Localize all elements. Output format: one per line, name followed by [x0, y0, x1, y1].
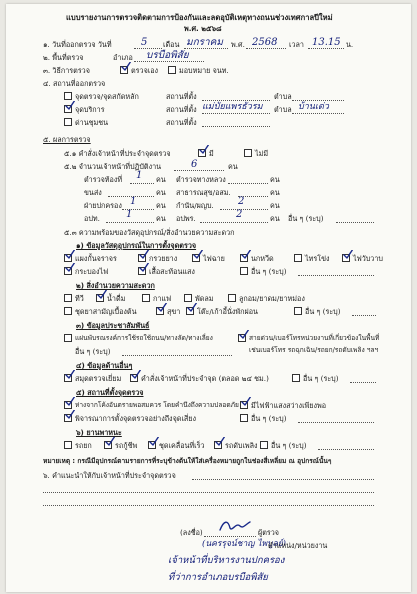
volunteer-unit: คน — [270, 214, 280, 223]
place-line-1 — [202, 100, 270, 101]
water-checkbox[interactable] — [96, 294, 104, 302]
megaphone-label: ไทรโข่ง — [305, 254, 330, 263]
check-mark-icon — [239, 330, 249, 340]
advice-line-1 — [192, 479, 374, 480]
check-mark-icon — [193, 250, 203, 260]
local-gov-line — [106, 222, 154, 223]
subdistrict-label-1: ตำบล — [274, 92, 292, 101]
visit-book-label: สมุดตรวจเยี่ยม — [75, 374, 122, 383]
staff-count-value[interactable]: 6 — [191, 159, 198, 170]
light-baton-label: กระบองไฟ — [75, 267, 109, 276]
rest-seat-label: โต๊ะ/เก้าอี้นั่งพักผ่อน — [197, 307, 258, 316]
reflective-vest-label: เสื้อสะท้อนแสง — [149, 267, 195, 276]
month-line — [184, 48, 228, 49]
equipment-other-checkbox[interactable] — [240, 267, 248, 275]
other-info-label: อื่น ๆ (ระบุ) — [303, 374, 339, 383]
service-point-subdistrict-value[interactable]: บ้านเด่ว — [298, 102, 329, 112]
item6-label: ๖. คำแนะนำให้กับเจ้าหน้าที่ประจำจุดตรวจ — [43, 471, 176, 480]
service-point-checkbox[interactable] — [64, 105, 72, 113]
other-info-checkbox[interactable] — [292, 374, 300, 382]
first-aid-checkbox[interactable] — [64, 307, 72, 315]
whistle-checkbox[interactable] — [240, 254, 248, 262]
visit-book-checkbox[interactable] — [64, 374, 72, 382]
time-unit: น. — [346, 40, 354, 49]
day-value[interactable]: 5 — [141, 37, 148, 48]
check-mark-icon — [139, 250, 149, 260]
sign-label: (ลงชื่อ) — [180, 528, 203, 537]
facility-other-checkbox[interactable] — [294, 307, 302, 315]
tv-label: ทีวี — [75, 294, 84, 303]
fan-label: พัดลม — [195, 294, 214, 303]
position-line-1: เจ้าหน้าที่บริหารงานปกครอง — [168, 555, 285, 566]
form-title: แบบรายงานการตรวจติดตามการป้องกันและลดอุบัติเหตุทางถนนช่วงเทศกาลปีใหม่ — [66, 13, 333, 22]
cone-checkbox[interactable] — [138, 254, 146, 262]
check-mark-icon — [241, 250, 251, 260]
place-label-2: สถานที่ตั้ง — [166, 105, 197, 114]
check-mark-icon — [65, 397, 75, 407]
ambulance-label: รถกู้ชีพ — [115, 441, 138, 450]
highway-police-label: ตำรวจทางหลวง — [176, 175, 226, 184]
time-line — [308, 48, 344, 49]
water-label: น้ำดื่ม — [107, 294, 126, 303]
barrier-label: แผงกั้นจราจร — [75, 254, 117, 263]
staff-count-line — [174, 170, 224, 171]
community-checkpoint-label: ด่านชุมชน — [75, 118, 109, 127]
tow-truck-label: รถยก — [75, 441, 92, 450]
sign-role: ผู้ตรวจ — [258, 528, 279, 537]
whistle-label: นกหวีด — [251, 254, 274, 263]
coffee-checkbox[interactable] — [142, 294, 150, 302]
reflective-vest-checkbox[interactable] — [138, 267, 146, 275]
s4-title: ๔) ข้อมูลด้านอื่นๆ — [76, 361, 133, 370]
flashlight-checkbox[interactable] — [192, 254, 200, 262]
year-value[interactable]: 2568 — [252, 37, 278, 48]
public-health-label: สาธารณสุข/อสม. — [176, 188, 231, 197]
check-mark-icon — [241, 397, 251, 407]
note-text: หมายเหตุ : กรณีมีอุปกรณ์ตามรายการที่ระบุข้างต้นให้ใส่เครื่องหมายถูกในช่องสี่เหลี่ยม ณ อุปกรณ์นั้นๆ — [43, 457, 332, 465]
q52-label: ๕.๒ จำนวนเจ้าหน้าที่ปฏิบัติงาน — [64, 162, 162, 171]
check-mark-icon — [65, 250, 75, 260]
village-head-label: กำนัน/ผญบ. — [176, 201, 214, 210]
q51-label: ๕.๑ คำสั่งเจ้าหน้าที่ประจำจุดตรวจ — [64, 149, 171, 158]
lighting-label: มีไฟฟ้าแสงสว่างเพียงพอ — [251, 401, 327, 410]
self-check-label: ตรวจเอง — [131, 66, 159, 75]
delegate-label: มอบหมาย จนท. — [179, 66, 229, 75]
sign-line — [204, 536, 256, 537]
candy-label: ลูกอม/ยาดม/ยาหม่อง — [239, 294, 305, 303]
duty-order-checkbox[interactable] — [130, 374, 138, 382]
vehicle-other-label: อื่น ๆ (ระบุ) — [271, 441, 307, 450]
flashing-light-label: ไฟวับวาบ — [353, 254, 383, 263]
coffee-label: กาแฟ — [153, 294, 172, 303]
s5-title: ๕) สถานที่ตั้งจุดตรวจ — [76, 388, 144, 397]
candy-checkbox[interactable] — [228, 294, 236, 302]
tow-truck-checkbox[interactable] — [64, 441, 72, 449]
item1-label: ๑. วันที่ออกตรวจ วันที่ — [43, 40, 112, 49]
fire-truck-label: รถดับเพลิง — [225, 441, 258, 450]
curve-distance-checkbox[interactable] — [64, 401, 72, 409]
transport-unit: คน — [156, 188, 166, 197]
main-checkpoint-label: จุดตรวจ/จุดสกัดหลัก — [75, 92, 139, 101]
other-info-line — [350, 382, 376, 383]
district-line — [134, 61, 204, 62]
facility-other-line — [352, 315, 376, 316]
check-mark-icon — [139, 263, 149, 273]
fan-checkbox[interactable] — [184, 294, 192, 302]
tv-checkbox[interactable] — [64, 294, 72, 302]
order-none-label: ไม่มี — [255, 149, 269, 158]
village-head-unit: คน — [270, 201, 280, 210]
year-label: พ.ศ. — [231, 40, 245, 49]
local-gov-unit: คน — [156, 214, 166, 223]
other-staff-label: อื่น ๆ (ระบุ) — [288, 214, 324, 223]
position-line-2: ที่ว่าการอำเภอบรบือพิสัย — [168, 572, 268, 583]
toilet-label: สุขา — [167, 307, 181, 316]
toilet-checkbox[interactable] — [156, 307, 164, 315]
megaphone-checkbox[interactable] — [294, 254, 302, 262]
admin-unit: คน — [156, 201, 166, 210]
district-label: อำเภอ — [113, 53, 133, 62]
rapid-unit-label: ชุดเคลื่อนที่เร็ว — [159, 441, 205, 450]
village-head-value[interactable]: 2 — [238, 196, 245, 207]
form-year: พ.ศ. ๒๕๖๘ — [184, 24, 222, 33]
pamphlet-checkbox[interactable] — [64, 334, 72, 342]
public-health-unit: คน — [270, 188, 280, 197]
subdistrict-line-2 — [292, 113, 344, 114]
highway-police-line — [228, 183, 268, 184]
admin-label: ฝ่ายปกครอง — [84, 201, 122, 210]
check-mark-icon — [65, 370, 75, 380]
duty-order-label: คำสั่งเจ้าหน้าที่ประจำจุด (ตลอด ๒๔ ชม.) — [141, 374, 269, 383]
local-police-value[interactable]: 1 — [136, 170, 143, 181]
equipment-other-line — [298, 275, 374, 276]
local-police-unit: คน — [156, 175, 166, 184]
location-other-line — [298, 422, 374, 423]
local-gov-label: อปท. — [84, 214, 100, 223]
lighting-checkbox[interactable] — [240, 401, 248, 409]
hotline-example: เช่นเบอร์โทร รถฉุกเฉิน/รถยก/รถดับเพลิง ฯลฯ — [249, 346, 379, 354]
position-label: ตำแหน่ง/หน่วยงาน — [268, 541, 328, 550]
check-mark-icon — [215, 437, 225, 447]
subdistrict-line-1 — [292, 100, 344, 101]
order-has-label: มี — [209, 149, 214, 158]
month-value[interactable]: มกราคม — [186, 37, 223, 48]
location-other-label: อื่น ๆ (ระบุ) — [251, 414, 287, 423]
advice-line-3 — [43, 505, 374, 506]
place-label-1: สถานที่ตั้ง — [166, 92, 197, 101]
check-mark-icon — [149, 437, 159, 447]
light-baton-checkbox[interactable] — [64, 267, 72, 275]
volunteer-value[interactable]: 2 — [236, 209, 243, 220]
order-none-checkbox[interactable] — [244, 149, 252, 157]
district-value[interactable]: บรบือพิสัย — [146, 50, 189, 61]
other-staff-line — [336, 222, 374, 223]
place-line-3 — [202, 126, 270, 127]
highway-police-unit: คน — [270, 175, 280, 184]
village-head-line — [220, 209, 268, 210]
item4-label: ๔. สถานที่ออกตรวจ — [43, 79, 106, 88]
local-police-line — [130, 183, 154, 184]
volunteer-line — [200, 222, 268, 223]
check-mark-icon — [65, 101, 75, 111]
fire-truck-checkbox[interactable] — [214, 441, 222, 449]
vehicle-other-line — [318, 449, 374, 450]
s6-title: ๖) ยานพาหนะ — [76, 428, 122, 437]
risk-point-checkbox[interactable] — [64, 414, 72, 422]
check-mark-icon — [157, 303, 167, 313]
risk-point-label: พิจารณาการตั้งจุดตรวจอย่างถึงจุดเสี่ยง — [75, 414, 197, 423]
staff-count-unit: คน — [228, 162, 238, 171]
pamphlet-label: แผ่นพับรณรงค์การใช้รถใช้ถนน/ทางลัด/ทางเลี่ยง — [75, 334, 213, 342]
flashlight-label: ไฟฉาย — [203, 254, 225, 263]
check-mark-icon — [65, 410, 75, 420]
local-gov-value[interactable]: 1 — [126, 209, 133, 220]
check-mark-icon — [343, 250, 353, 260]
check-mark-icon — [97, 290, 107, 300]
self-check-checkbox[interactable] — [120, 66, 128, 74]
check-mark-icon — [105, 437, 115, 447]
equipment-other-label: อื่น ๆ (ระบุ) — [251, 267, 287, 276]
facility-other-label: อื่น ๆ (ระบุ) — [305, 307, 341, 316]
community-checkpoint-checkbox[interactable] — [64, 118, 72, 126]
pr-other-line — [122, 355, 232, 356]
order-has-checkbox[interactable] — [198, 149, 206, 157]
transport-label: ขนส่ง — [84, 188, 102, 197]
time-value[interactable]: 13.15 — [312, 37, 341, 48]
subdistrict-label-2: ตำบล — [274, 105, 292, 114]
day-line — [134, 48, 162, 49]
service-point-place-value[interactable]: แม่บัยแพรธัวรม — [202, 102, 263, 112]
main-checkpoint-checkbox[interactable] — [64, 92, 72, 100]
check-mark-icon — [199, 145, 209, 155]
barrier-checkbox[interactable] — [64, 254, 72, 262]
s3-title: ๓) ข้อมูลประชาสัมพันธ์ — [76, 321, 150, 330]
service-point-label: จุดบริการ — [75, 105, 105, 114]
year-line — [246, 48, 286, 49]
rapid-unit-checkbox[interactable] — [148, 441, 156, 449]
check-mark-icon — [187, 303, 197, 313]
ambulance-checkbox[interactable] — [104, 441, 112, 449]
s1-title: ๑) ข้อมูลวัสดุอุปกรณ์ในการตั้งจุดตรวจ — [76, 241, 197, 250]
cone-label: กรวยยาง — [149, 254, 178, 263]
hotline-checkbox[interactable] — [238, 334, 246, 342]
rest-seat-checkbox[interactable] — [186, 307, 194, 315]
check-mark-icon — [121, 62, 131, 72]
hotline-label: สายด่วน/เบอร์โทรหน่วยงานที่เกี่ยวข้องในพื้นที่ — [249, 334, 380, 342]
vehicle-other-checkbox[interactable] — [260, 441, 268, 449]
local-police-label: ตำรวจท้องที่ — [84, 175, 123, 184]
flashing-light-checkbox[interactable] — [342, 254, 350, 262]
advice-line-2 — [43, 492, 374, 493]
location-other-checkbox[interactable] — [240, 414, 248, 422]
time-label: เวลา — [289, 40, 304, 49]
admin-value[interactable]: 1 — [130, 196, 137, 207]
check-mark-icon — [131, 370, 141, 380]
volunteer-label: อปพร. — [176, 214, 196, 223]
delegate-checkbox[interactable] — [168, 66, 176, 74]
place-label-3: สถานที่ตั้ง — [166, 118, 197, 127]
item5-label: ๕. ผลการตรวจ — [43, 135, 91, 144]
q53-label: ๕.๓ ความพร้อมของวัสดุอุปกรณ์/สิ่งอำนวยความสะดวก — [64, 228, 235, 237]
check-mark-icon — [65, 263, 75, 273]
pr-other-label: อื่น ๆ (ระบุ) — [75, 347, 111, 356]
signature-scribble — [218, 518, 252, 534]
place-line-2 — [202, 113, 270, 114]
month-label: เดือน — [163, 40, 180, 49]
item2-label: ๒. พื้นที่ตรวจ — [43, 53, 84, 62]
first-aid-label: ชุดยาสามัญเบื้องต้น — [75, 307, 137, 316]
s2-title: ๒) สิ่งอำนวยความสะดวก — [76, 281, 155, 290]
report-form-page — [6, 4, 411, 592]
curve-distance-label: ห่างจากโค้งอันตรายพอสมควร โดยคำนึงถึงความปลอดภัย — [75, 401, 239, 409]
item3-label: ๓. วิธีการตรวจ — [43, 66, 90, 75]
signer-name: (นครรุจน์ชาญ ไพบูลย์) — [202, 539, 286, 549]
